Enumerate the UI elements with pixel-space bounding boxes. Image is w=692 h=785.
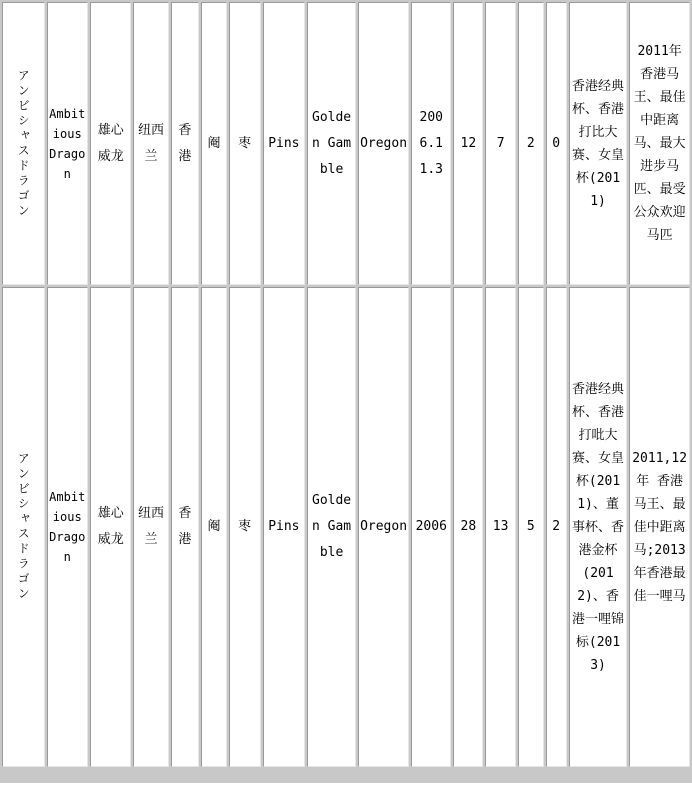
table-row [2,2,690,285]
wins-cell: 13 [485,287,516,767]
chinese-name-cell: 雄心威龙 [90,287,131,767]
starts-cell: 28 [453,287,483,767]
dam-sire-cell: Oregon [358,2,409,285]
table-row [2,287,690,767]
table-bottom-edge [0,769,692,783]
japanese-name-cell: アンビシャスドラゴン [2,287,45,767]
major-wins-cell: 香港经典杯、香港打比大赛、女皇杯(2011) [569,2,627,285]
origin-cell: 纽西兰 [133,287,168,767]
honors-cell: 2011年香港马王、最佳中距离马、最大进步马匹、最受公众欢迎马匹 [629,2,690,285]
honors-cell: 2011,12年 香港马王、最佳中距离马;2013年香港最佳一哩马 [629,287,690,767]
wins-cell: 7 [485,2,516,285]
seconds-cell: 5 [518,287,544,767]
thirds-cell: 2 [546,287,567,767]
starts-cell: 12 [453,2,483,285]
sire-cell: Pins [263,287,306,767]
chinese-name-cell: 雄心威龙 [90,2,131,285]
region-cell: 香港 [171,2,200,285]
english-name-cell: Ambitious Dragon [47,2,88,285]
sex-cell: 阉 [201,2,227,285]
dam-cell: Golden Gamble [307,2,356,285]
color-cell: 枣 [229,2,261,285]
english-name-cell: Ambitious Dragon [47,287,88,767]
dam-sire-cell: Oregon [358,287,409,767]
major-wins-cell: 香港经典杯、香港打吡大赛、女皇杯(2011)、董事杯、香港金杯(2012)、香港一哩锦标(2013) [569,287,627,767]
date-cell: 2006 [411,287,451,767]
origin-cell: 纽西兰 [133,2,168,285]
japanese-name-cell: アンビシャスドラゴン [2,2,45,285]
region-cell: 香港 [171,287,200,767]
color-cell: 枣 [229,287,261,767]
seconds-cell: 2 [518,2,544,285]
sire-cell: Pins [263,2,306,285]
sex-cell: 阉 [201,287,227,767]
dam-cell: Golden Gamble [307,287,356,767]
thirds-cell: 0 [546,2,567,285]
date-cell: 2006.11.3 [411,2,451,285]
